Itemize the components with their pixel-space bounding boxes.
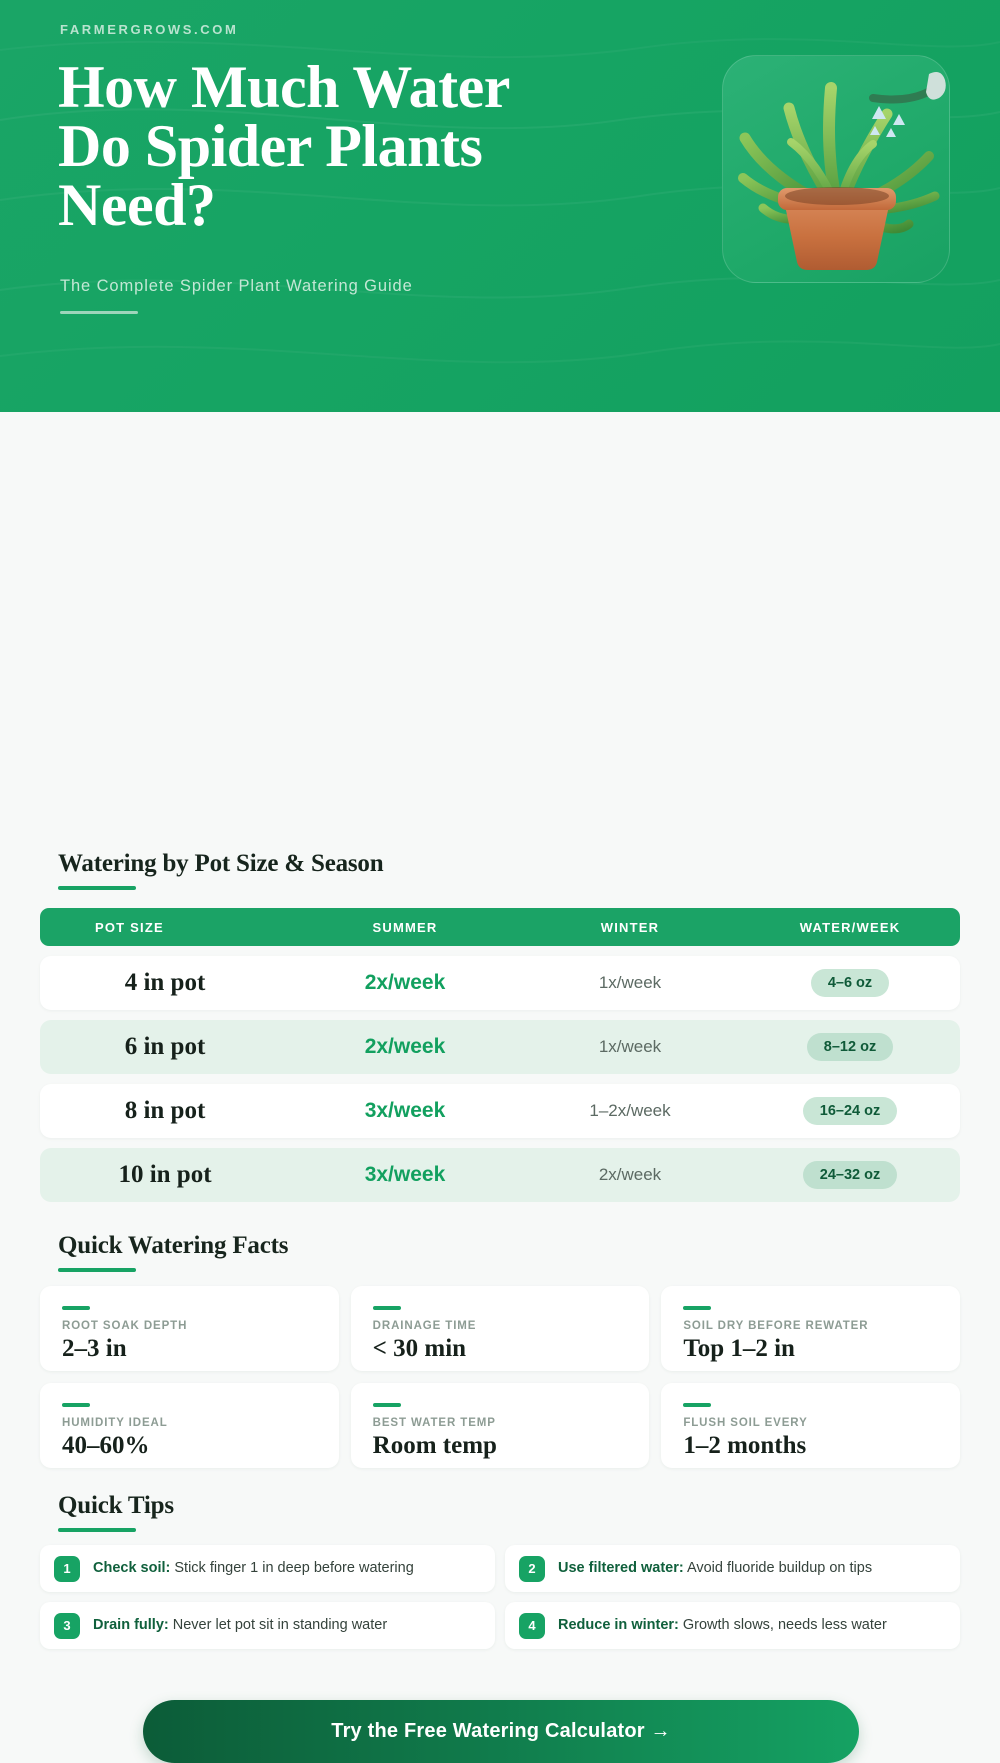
watering-table-section [40,850,960,1202]
facts-section-heading: Quick Watering Facts [58,1232,289,1259]
page-title-line-3: Need? [58,172,216,238]
cell-summer: 3x/week [364,1163,446,1186]
water-amount-badge: 4–6 oz [811,969,889,997]
water-amount-badge: 8–12 oz [807,1033,893,1061]
fact-value: 2–3 in [62,1335,127,1362]
fact-label: DRAINAGE TIME [372,1320,477,1332]
table-row [40,956,960,1010]
fact-label: FLUSH SOIL EVERY [683,1417,808,1429]
tips-section-heading: Quick Tips [58,1492,174,1519]
water-amount-badge: 24–32 oz [803,1161,897,1189]
table-section-heading: Watering by Pot Size & Season [58,850,384,877]
tip-text [558,1617,887,1634]
tip-body: Avoid fluoride buildup on tips [686,1559,873,1576]
tip-title: Check soil: [93,1559,171,1576]
table-row [40,1148,960,1202]
tip-title: Reduce in winter: [558,1616,679,1633]
fact-value: 40–60% [62,1432,150,1459]
tip-title: Use filtered water: [558,1559,684,1576]
spider-plant-icon [723,56,950,283]
fact-accent-tick [373,1403,401,1407]
tip-number-badge: 3 [54,1613,80,1639]
page-subtitle: The Complete Spider Plant Watering Guide [60,277,413,295]
fact-accent-tick [683,1403,711,1407]
column-header-winter: WINTER [600,919,660,935]
tip-body: Never let pot sit in standing water [172,1616,388,1633]
page-title [58,54,678,238]
fact-accent-tick [62,1306,90,1310]
fact-card [351,1383,650,1468]
tip-title: Drain fully: [93,1616,169,1633]
fact-label: BEST WATER TEMP [372,1417,496,1429]
fact-value: Top 1–2 in [683,1335,795,1362]
watering-can-icon [873,72,946,100]
tip-number-badge: 2 [519,1556,545,1582]
fact-value: < 30 min [372,1335,467,1362]
cell-pot-size: 4 in pot [124,969,206,996]
fact-card [40,1286,339,1371]
hero-banner [0,0,1000,412]
page-title-line-1: How Much Water [58,54,510,120]
cell-water-week [740,1033,960,1061]
page-title-line-2: Do Spider Plants [58,113,483,179]
cell-pot-size: 8 in pot [124,1097,206,1124]
tip-item [505,1602,960,1649]
tips-section-heading-wrap [58,1492,174,1532]
site-brand: FARMERGROWS.COM [60,22,239,37]
watering-calculator-cta-button[interactable]: Try the Free Watering Calculator → [143,1700,859,1763]
column-header-pot-size: POT SIZE [95,919,164,935]
quick-facts-grid [40,1286,960,1468]
fact-label: ROOT SOAK DEPTH [62,1320,188,1332]
tip-text [558,1560,872,1577]
fact-accent-tick [683,1306,711,1310]
cell-water-week [740,969,960,997]
tip-number-badge: 1 [54,1556,80,1582]
fact-accent-tick [62,1403,90,1407]
cell-winter: 1x/week [598,1037,662,1056]
heading-accent-rule [58,886,136,890]
heading-accent-rule [58,1268,136,1272]
fact-card [661,1383,960,1468]
table-header-row [40,908,960,946]
subtitle-accent-rule [60,311,138,314]
fact-card [661,1286,960,1371]
fact-value: 1–2 months [683,1432,807,1459]
table-row [40,1020,960,1074]
column-header-water-week: WATER/WEEK [799,919,901,935]
fact-label: SOIL DRY BEFORE REWATER [683,1320,869,1332]
tip-item [40,1545,495,1592]
fact-accent-tick [373,1306,401,1310]
fact-label: HUMIDITY IDEAL [62,1417,168,1429]
heading-accent-rule [58,1528,136,1532]
cell-summer: 2x/week [364,1035,446,1058]
tip-text [93,1560,414,1577]
facts-section-heading-wrap [58,1232,288,1272]
fact-card [351,1286,650,1371]
column-header-summer: SUMMER [372,919,438,935]
cell-pot-size: 10 in pot [118,1161,212,1188]
cell-summer: 3x/week [364,1099,446,1122]
tip-body: Stick finger 1 in deep before watering [174,1559,414,1576]
fact-card [40,1383,339,1468]
cell-winter: 1–2x/week [589,1101,671,1120]
cell-winter: 1x/week [598,973,662,992]
tip-number-badge: 4 [519,1613,545,1639]
cell-water-week [740,1161,960,1189]
tip-item [505,1545,960,1592]
spider-plant-illustration [722,55,950,283]
table-row [40,1084,960,1138]
cell-winter: 2x/week [598,1165,662,1184]
tip-body: Growth slows, needs less water [682,1616,887,1633]
cell-summer: 2x/week [364,971,446,994]
water-amount-badge: 16–24 oz [803,1097,897,1125]
cell-water-week [740,1097,960,1125]
tip-item [40,1602,495,1649]
fact-value: Room temp [372,1432,497,1459]
cell-pot-size: 6 in pot [124,1033,206,1060]
tip-text [93,1617,387,1634]
quick-tips-grid [40,1545,960,1649]
